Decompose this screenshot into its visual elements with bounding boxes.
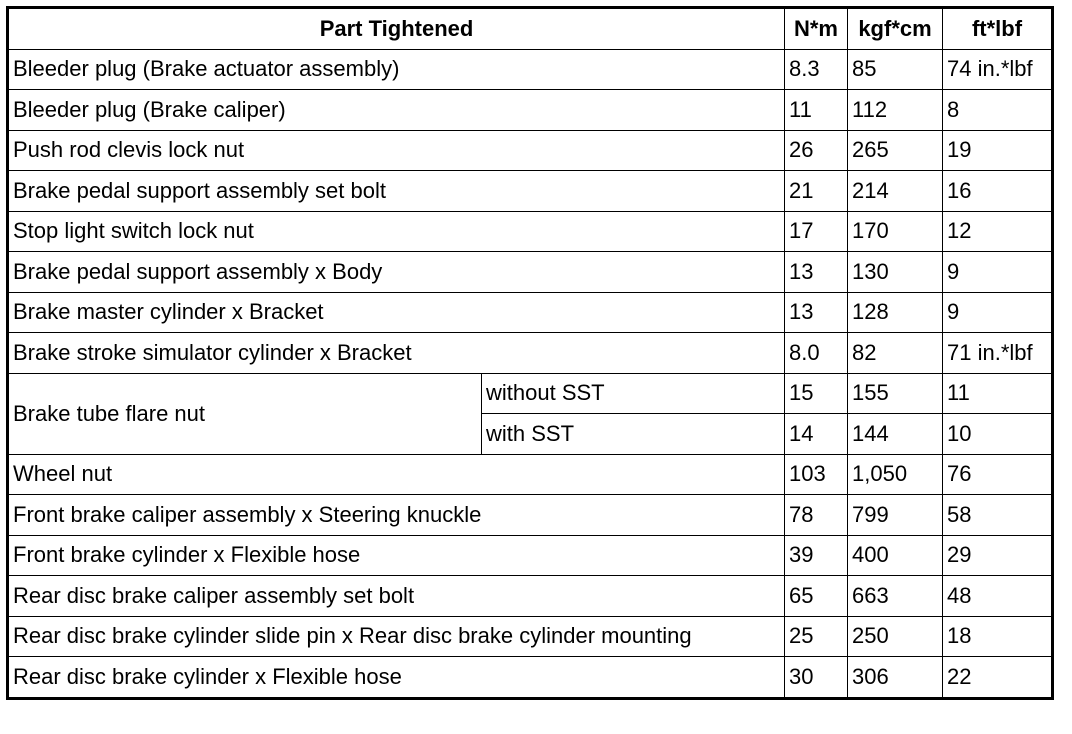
header-part-tightened: Part Tightened (8, 8, 785, 50)
nm-cell: 30 (785, 657, 848, 699)
kgfcm-cell: 214 (848, 171, 943, 212)
part-cell: Front brake cylinder x Flexible hose (8, 535, 785, 576)
ftlbf-cell: 9 (943, 292, 1053, 333)
sub-condition-cell: without SST (482, 373, 785, 414)
part-cell: Brake pedal support assembly x Body (8, 252, 785, 293)
part-cell: Push rod clevis lock nut (8, 130, 785, 171)
ftlbf-cell: 19 (943, 130, 1053, 171)
table-row (8, 211, 1053, 252)
nm-cell: 8.0 (785, 333, 848, 374)
part-cell: Rear disc brake caliper assembly set bolt (8, 576, 785, 617)
table-row (8, 49, 1053, 90)
kgfcm-cell: 85 (848, 49, 943, 90)
ftlbf-cell: 71 in.*lbf (943, 333, 1053, 374)
nm-cell: 65 (785, 576, 848, 617)
nm-cell: 13 (785, 252, 848, 293)
table-row (8, 130, 1053, 171)
nm-cell: 8.3 (785, 49, 848, 90)
ftlbf-cell: 58 (943, 495, 1053, 536)
ftlbf-cell: 74 in.*lbf (943, 49, 1053, 90)
part-cell: Rear disc brake cylinder x Flexible hose (8, 657, 785, 699)
sub-condition-cell: with SST (482, 414, 785, 455)
ftlbf-cell: 16 (943, 171, 1053, 212)
torque-specification-table (6, 6, 1054, 700)
nm-cell: 21 (785, 171, 848, 212)
kgfcm-cell: 250 (848, 616, 943, 657)
part-cell: Brake stroke simulator cylinder x Bracket (8, 333, 785, 374)
table-row (8, 90, 1053, 131)
ftlbf-cell: 22 (943, 657, 1053, 699)
kgfcm-cell: 155 (848, 373, 943, 414)
header-kgfcm: kgf*cm (848, 8, 943, 50)
kgfcm-cell: 82 (848, 333, 943, 374)
nm-cell: 26 (785, 130, 848, 171)
table-row (8, 495, 1053, 536)
ftlbf-cell: 9 (943, 252, 1053, 293)
part-cell: Wheel nut (8, 454, 785, 495)
ftlbf-cell: 18 (943, 616, 1053, 657)
part-cell: Brake master cylinder x Bracket (8, 292, 785, 333)
table-row (8, 171, 1053, 212)
ftlbf-cell: 8 (943, 90, 1053, 131)
table-row (8, 454, 1053, 495)
part-cell: Rear disc brake cylinder slide pin x Rear disc brake cylinder mounting (8, 616, 785, 657)
nm-cell: 11 (785, 90, 848, 131)
part-cell: Bleeder plug (Brake caliper) (8, 90, 785, 131)
table-row (8, 333, 1053, 374)
table-row (8, 576, 1053, 617)
part-cell-flare-nut: Brake tube flare nut (8, 373, 482, 454)
nm-cell: 25 (785, 616, 848, 657)
header-nm: N*m (785, 8, 848, 50)
nm-cell: 78 (785, 495, 848, 536)
nm-cell: 39 (785, 535, 848, 576)
kgfcm-cell: 400 (848, 535, 943, 576)
part-cell: Stop light switch lock nut (8, 211, 785, 252)
kgfcm-cell: 170 (848, 211, 943, 252)
ftlbf-cell: 48 (943, 576, 1053, 617)
ftlbf-cell: 10 (943, 414, 1053, 455)
table-header-row (8, 8, 1053, 50)
ftlbf-cell: 11 (943, 373, 1053, 414)
ftlbf-cell: 29 (943, 535, 1053, 576)
kgfcm-cell: 663 (848, 576, 943, 617)
part-cell: Brake pedal support assembly set bolt (8, 171, 785, 212)
header-ftlbf: ft*lbf (943, 8, 1053, 50)
kgfcm-cell: 130 (848, 252, 943, 293)
table-row (8, 535, 1053, 576)
kgfcm-cell: 144 (848, 414, 943, 455)
kgfcm-cell: 799 (848, 495, 943, 536)
kgfcm-cell: 112 (848, 90, 943, 131)
table-row (8, 616, 1053, 657)
ftlbf-cell: 76 (943, 454, 1053, 495)
ftlbf-cell: 12 (943, 211, 1053, 252)
nm-cell: 15 (785, 373, 848, 414)
table-row (8, 657, 1053, 699)
table-row (8, 292, 1053, 333)
nm-cell: 103 (785, 454, 848, 495)
table-row (8, 252, 1053, 293)
kgfcm-cell: 1,050 (848, 454, 943, 495)
kgfcm-cell: 265 (848, 130, 943, 171)
table-row (8, 373, 1053, 414)
kgfcm-cell: 306 (848, 657, 943, 699)
kgfcm-cell: 128 (848, 292, 943, 333)
nm-cell: 13 (785, 292, 848, 333)
nm-cell: 14 (785, 414, 848, 455)
nm-cell: 17 (785, 211, 848, 252)
part-cell: Bleeder plug (Brake actuator assembly) (8, 49, 785, 90)
part-cell: Front brake caliper assembly x Steering knuckle (8, 495, 785, 536)
